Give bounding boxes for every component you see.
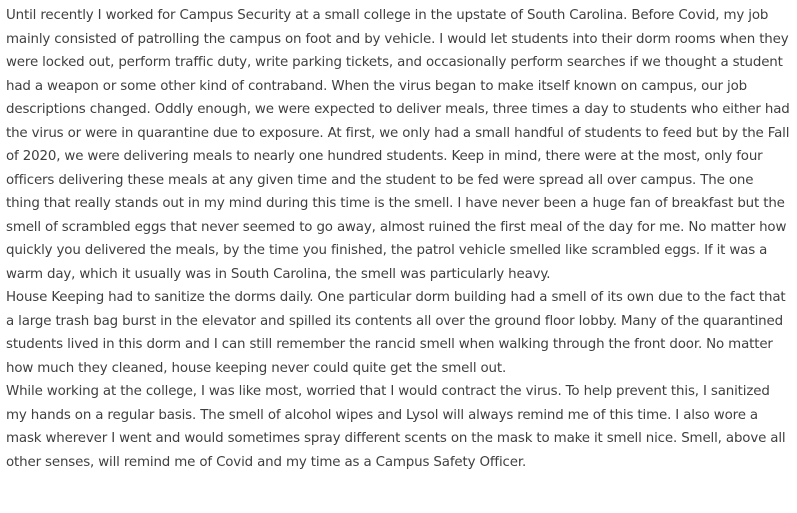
paragraph-worried-virus: While working at the college, I was like most, worried that I would contract the virus. To help prevent this, I sanitized my hands on a regular basis. The smell of alcohol wipes and Lysol will always remind me of this time. I also wore a mask wherever I went and would sometimes spray different scents on the mask to make it smell nice. Smell, above all other senses, will remind me of Covid and my time as a Campus Safety Officer. (6, 384, 786, 470)
paragraph-campus-security: Until recently I worked for Campus Security at a small college in the upstate of South Carolina. Before Covid, my job mainly consisted of patrolling the campus on foot and by vehicle. I would let students into their dorm rooms when they were locked out, perform traffic duty, write parking tickets, and occasionally perform searches if we thought a student had a weapon or some other kind of contraband. When the virus began to make itself known on campus, our job descriptions changed. Oddly enough, we were expected to deliver meals, three times a day to students who either had the virus or were in quarantine due to exposure. At first, we only had a small handful of students to feed but by the Fall of 2020, we were delivering meals to nearly one hundred students. Keep in mind, there were at the most, only four officers delivering these meals at any given time and the student to be fed were spread all over campus. The one thing that really stands out in my mind during this time is the smell. I have never been a huge fan of breakfast but the smell of scrambled eggs that never seemed to go away, almost ruined the first meal of the day for me. No matter how quickly you delivered the meals, by the time you finished, the patrol vehicle smelled like scrambled eggs. If it was a warm day, which it usually was in South Carolina, the smell was particularly heavy. (6, 8, 790, 282)
paragraph-house-keeping: House Keeping had to sanitize the dorms daily. One particular dorm building had a smell of its own due to the fact that a large trash bag burst in the elevator and spilled its contents all over the ground floor lobby. Many of the quarantined students lived in this dorm and I can still remember the rancid smell when walking through the front door. No matter how much they cleaned, house keeping never could quite get the smell out. (6, 290, 786, 376)
